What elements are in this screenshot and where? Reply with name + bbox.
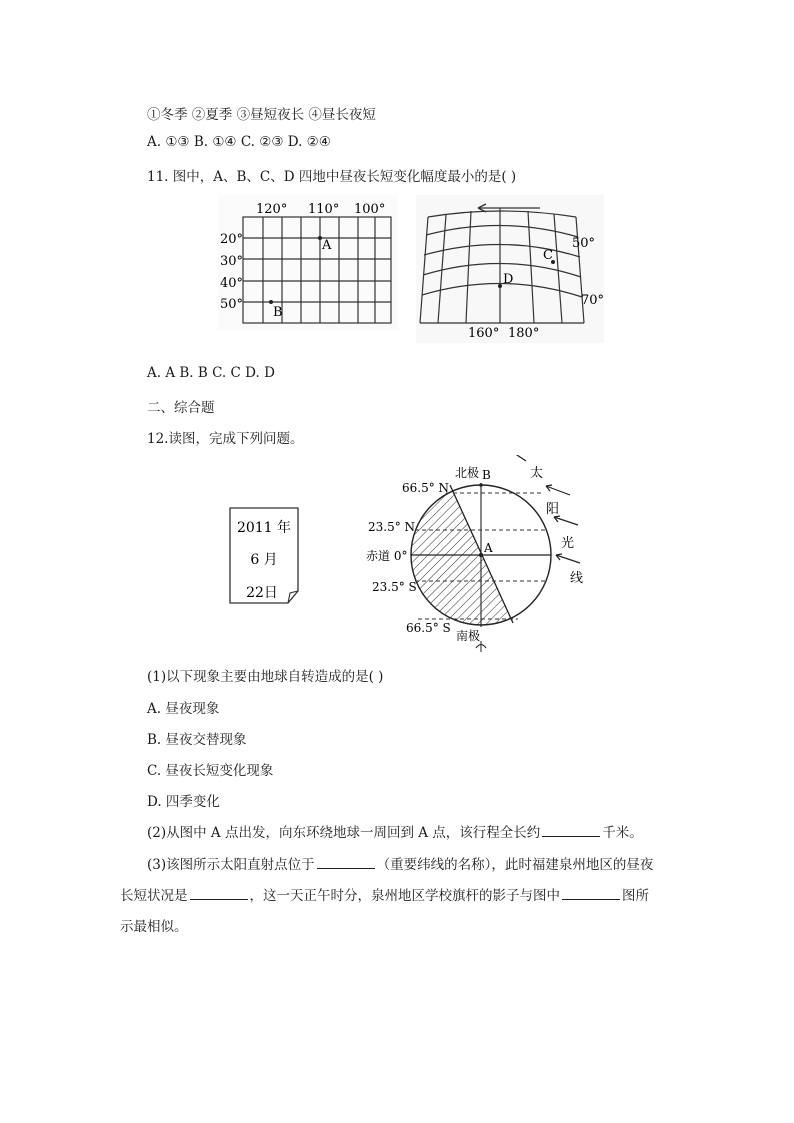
q12-stem: 12.读图，完成下列问题。 — [147, 431, 304, 447]
q12-sub3-blank-2[interactable] — [190, 887, 248, 900]
point-b-globe-label: B — [482, 468, 491, 482]
q12-sub3-blank-3[interactable] — [562, 887, 620, 900]
north-pole-label: 北极 — [455, 466, 480, 480]
point-b-label: B — [273, 305, 283, 320]
lat-label-50: 50° — [220, 297, 244, 312]
point-d-label: D — [503, 272, 514, 287]
q12-sub1-option-a: A. 昼夜现象 — [147, 701, 220, 717]
q11-curved-map-figure — [416, 195, 604, 343]
q12-sub2-answer-blank[interactable] — [542, 824, 600, 837]
lat-label-40: 40° — [220, 276, 244, 291]
q12-sub3-line1 — [147, 853, 653, 873]
q12-sub3-blank-1[interactable] — [317, 856, 375, 869]
q10-options-line: ①冬季 ②夏季 ③昼短夜长 ④昼长夜短 — [147, 107, 376, 123]
calendar-day: 22日 — [246, 585, 278, 601]
point-a-globe-label: A — [484, 541, 493, 555]
q12-sub1-option-b: B. 昼夜交替现象 — [147, 732, 247, 748]
q11-grid-map-figure — [218, 195, 398, 330]
q12-sub3-text-1: (3)该图所示太阳直射点位于 — [147, 857, 315, 873]
lon-label-100: 100° — [354, 202, 386, 217]
q12-sub3-line2 — [120, 884, 649, 904]
q12-sub3-text-6: 示最相似。 — [120, 919, 188, 935]
calendar-figure — [222, 505, 304, 607]
q12-sub2-text-1: (2)从图中 A 点出发，向东环绕地球一周回到 A 点，该行程全长约 — [147, 825, 541, 841]
sunlight-char-4: 线 — [570, 571, 584, 586]
lon-label-110: 110° — [308, 202, 340, 217]
calendar-year: 2011 年 — [236, 520, 292, 536]
point-c-label: C — [543, 248, 553, 263]
q12-sub1-stem: (1)以下现象主要由地球自转造成的是( ) — [147, 669, 384, 685]
q12-sub3-text-2: （重要纬线的名称），此时福建泉州地区的昼夜 — [376, 857, 654, 873]
lat-label-30: 30° — [220, 254, 244, 269]
q11-choices: A. A B. B C. C D. D — [147, 365, 275, 381]
q12-sub2-text-2: 千米。 — [602, 825, 643, 841]
q12-sub3-text-5: 图所 — [622, 888, 649, 904]
q12-sub2 — [147, 821, 643, 841]
lat-665n-label: 66.5° N — [402, 481, 450, 495]
sunlight-char-3: 光 — [561, 536, 575, 551]
lat-235s-label: 23.5° S — [372, 580, 417, 594]
lat-label-20: 20° — [220, 232, 244, 247]
q12-sub1-option-d: D. 四季变化 — [147, 794, 220, 810]
q10-choices: A. ①③ B. ①④ C. ②③ D. ②④ — [147, 134, 331, 150]
q12-sub3-text-3: 长短状况是 — [120, 888, 188, 904]
lon-label-120: 120° — [256, 202, 288, 217]
lon-label-180: 180° — [508, 326, 540, 341]
south-pole-label: 南极 — [456, 629, 481, 643]
sunlight-char-2: 阳 — [546, 502, 560, 517]
q12-sub1-option-c: C. 昼夜长短变化现象 — [147, 763, 274, 779]
q11-stem: 11. 图中，A、B、C、D 四地中昼夜长短变化幅度最小的是( ) — [147, 169, 517, 185]
point-a-label: A — [322, 238, 332, 253]
earth-illumination-figure — [358, 455, 590, 653]
lat-665s-label: 66.5° S — [406, 621, 451, 635]
section-heading: 二、综合题 — [147, 400, 215, 416]
calendar-month: 6 月 — [250, 552, 278, 568]
lat-label-70-right: 70° — [581, 293, 604, 308]
q12-sub3-text-4: ，这一天正午时分，泉州地区学校旗杆的影子与图中 — [249, 888, 560, 904]
lat-235n-label: 23.5° N — [368, 520, 416, 534]
lon-label-160: 160° — [468, 326, 500, 341]
equator-label: 赤道 0° — [366, 549, 408, 563]
sunlight-char-1: 太 — [530, 466, 544, 481]
lat-label-50-right: 50° — [572, 236, 596, 251]
